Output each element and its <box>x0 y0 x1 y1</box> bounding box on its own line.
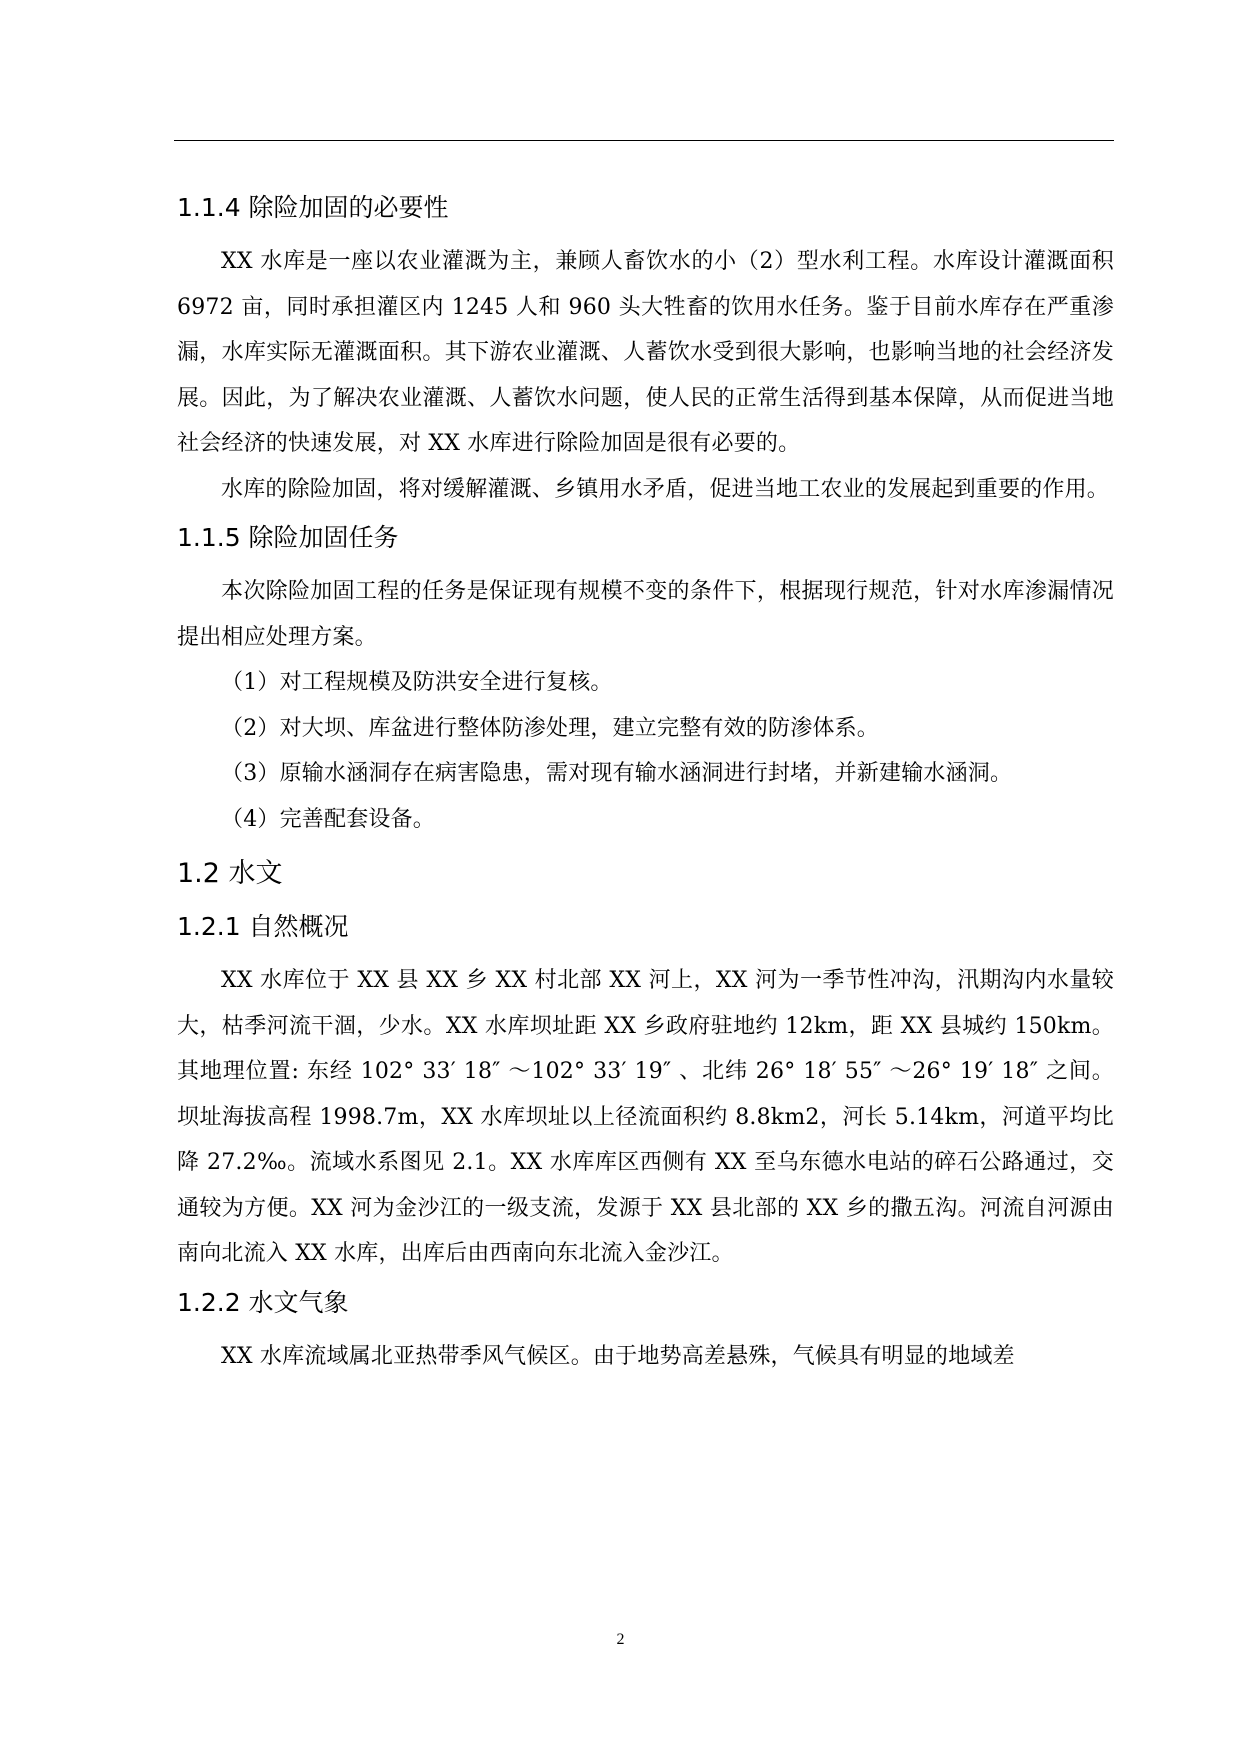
paragraph-hydrometeorology: XX 水库流域属北亚热带季风气候区。由于地势高差悬殊，气候具有明显的地域差 <box>221 1343 1015 1369</box>
document-body <box>177 188 1114 1379</box>
paragraph-task-intro: 本次除险加固工程的任务是保证现有规模不变的条件下，根据现行规范，针对水库渗漏情况提出相应处理方案。 <box>177 579 1114 650</box>
section-heading-1-1-5: 1.1.5 除险加固任务 <box>177 523 399 552</box>
task-list-item-3: （3）原输水涵洞存在病害隐患，需对现有输水涵洞进行封堵，并新建输水涵洞。 <box>221 761 1013 786</box>
page-number: 2 <box>616 1631 625 1648</box>
section-heading-1-1-4: 1.1.4 除险加固的必要性 <box>177 193 449 222</box>
task-list-item-4: （4）完善配套设备。 <box>221 806 435 832</box>
paragraph-natural-overview: XX 水库位于 XX 县 XX 乡 XX 村北部 XX 河上，XX 河为一季节性冲沟，汛期沟内水量较大，枯季河流干涸，少水。XX 水库坝址距 XX 乡政府驻地约 12km，距 XX 县城约 150km。其地理位置: 东经 102° 33′ 18″ ～102° 33′ 19″ 、北纬 26° 18′ 55″ ～26° 19′ 18″ 之间。坝址海拔高程 1998.7m，XX 水库坝址以上径流面积约 8.8km2，河长 5.14km，河道平均比降 27.2‰。流域水系图见 2.1。XX 水库库区西侧有 XX 至乌东德水电站的碎石公路通过，交通较为方便。XX 河为金沙江的一级支流，发源于 XX 县北部的 XX 乡的撒五沟。河流自河源由南向北流入 XX 水库，出库后由西南向东北流入金沙江。 <box>177 968 1114 1266</box>
paragraph-necessity-1: XX 水库是一座以农业灌溉为主，兼顾人畜饮水的小（2）型水利工程。水库设计灌溉面积 6972 亩，同时承担灌区内 1245 人和 960 头大牲畜的饮用水任务。鉴于目前水库存在严重渗漏，水库实际无灌溉面积。其下游农业灌溉、人蓄饮水受到很大影响，也影响当地的社会经济发展。因此，为了解决农业灌溉、人蓄饮水问题，使人民的正常生活得到基本保障，从而促进当地社会经济的快速发展，对 XX 水库进行除险加固是很有必要的。 <box>177 249 1114 456</box>
task-list-item-1: （1）对工程规模及防洪安全进行复核。 <box>221 670 613 695</box>
task-list-item-2: （2）对大坝、库盆进行整体防渗处理，建立完整有效的防渗体系。 <box>221 715 879 741</box>
header-rule <box>174 140 1114 141</box>
section-heading-1-2: 1.2 水文 <box>177 858 283 889</box>
section-heading-1-2-2: 1.2.2 水文气象 <box>177 1287 349 1317</box>
section-heading-1-2-1: 1.2.1 自然概况 <box>177 912 349 941</box>
paragraph-necessity-2: 水库的除险加固，将对缓解灌溉、乡镇用水矛盾，促进当地工农业的发展起到重要的作用。 <box>221 476 1110 502</box>
